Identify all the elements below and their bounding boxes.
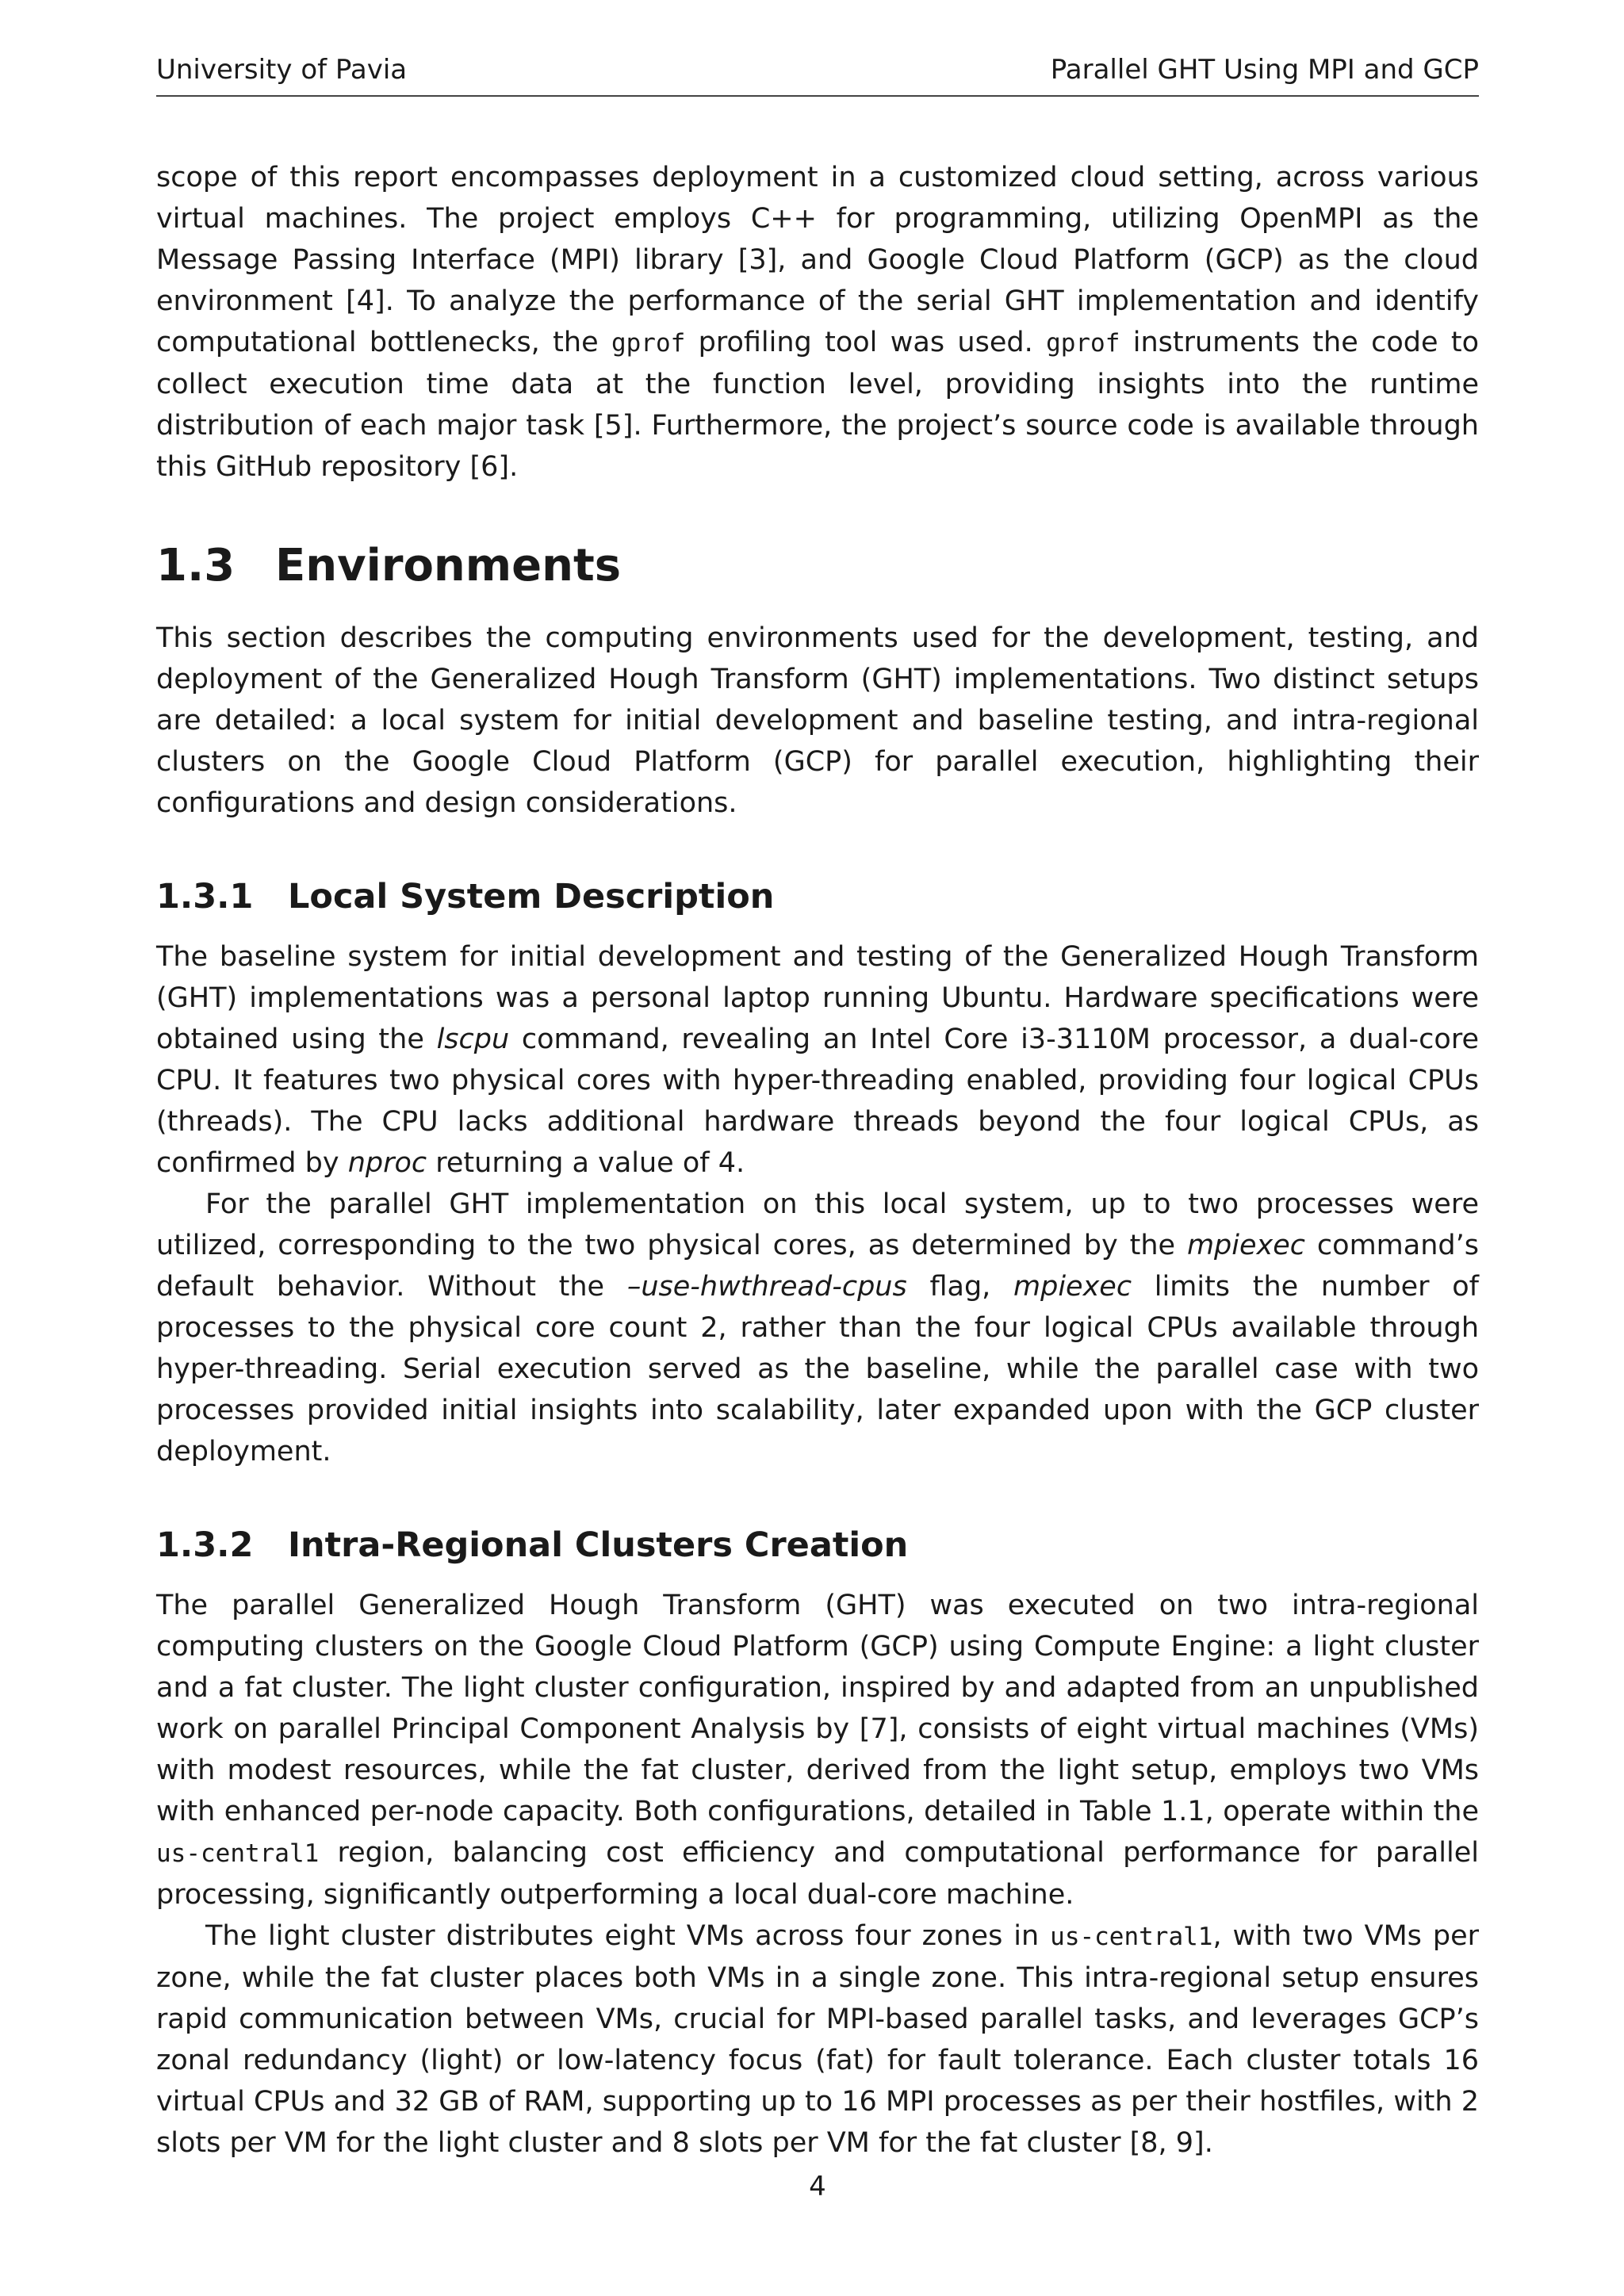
subsection-heading-local-system (156, 874, 1479, 919)
inline-code-region: us-central1 (156, 1839, 320, 1868)
command-nproc: nproc (347, 1147, 427, 1179)
section-title: Environments (275, 540, 622, 591)
flag-use-hwthread-cpus: –use-hwthread-cpus (626, 1271, 907, 1303)
header-report-title: Parallel GHT Using MPI and GCP (1050, 54, 1479, 86)
inline-code-gprof: gprof (611, 329, 686, 358)
section-number: 1.3 (156, 540, 236, 591)
local-system-paragraph-2: For the parallel GHT implementation on this local system, up to two processes were utilized, corresponding to the two physical cores, as determined by the mpiexec command’s default behavior. Without the –use-hwthread-cpus flag, mpiexec limits the number of processes to the physical core count 2, rather than the four logical CPUs available through hyper-threading. Serial execution served as the baseline, while the parallel case with two processes provided initial insights into scalability, later expanded upon with the GCP cluster deployment. (156, 1188, 1479, 1468)
running-header (156, 52, 1479, 97)
inline-code-gprof: gprof (1046, 329, 1120, 358)
subsection-title: Intra-Regional Clusters Creation (288, 1525, 909, 1565)
clusters-paragraph-2: The light cluster distributes eight VMs across four zones in us-central1, with two VMs per zone, while the fat cluster places both VMs in a single zone. This intra-regional setup ensures rapid communication between VMs, crucial for MPI-based parallel tasks, and leverages GCP’s zonal redundancy (light) or low-latency focus (fat) for fault tolerance. Each cluster totals 16 virtual CPUs and 32 GB of RAM, supporting up to 16 MPI processes as per their hostfiles, with 2 slots per VM for the light cluster and 8 slots per VM for the fat cluster [8, 9]. (156, 1920, 1479, 2159)
body-text (156, 157, 1479, 2164)
command-lscpu: lscpu (436, 1024, 510, 1055)
intro-paragraph: scope of this report encompasses deployment in a customized cloud setting, across various virtual machines. The project employs C++ for programming, utilizing OpenMPI as the Message Passing Interface (MPI) library [3], and Google Cloud Platform (GCP) as the cloud environment [4]. To analyze the performance of the serial GHT implementation and identify computational bottlenecks, the gprof profiling tool was used. gprof instruments the code to collect execution time data at the function level, providing insights into the runtime distribution of each major task [5]. Furthermore, the project’s source code is available through this GitHub repository [6]. (156, 162, 1479, 483)
header-institution: University of Pavia (156, 54, 408, 86)
clusters-paragraph-1: The parallel Generalized Hough Transform (GHT) was executed on two intra-regional computing clusters on the Google Cloud Platform (GCP) using Compute Engine: a light cluster and a fat cluster. The light cluster configuration, inspired by and adapted from an unpublished work on parallel Principal Component Analysis by [7], consists of eight virtual machines (VMs) with modest resources, while the fat cluster, derived from the light setup, employs two VMs with enhanced per-node capacity. Both configurations, detailed in Table 1.1, operate within the us-central1 region, balancing cost efficiency and computational performance for parallel processing, significantly outperforming a local dual-core machine. (156, 1590, 1479, 1911)
command-mpiexec: mpiexec (1186, 1230, 1306, 1261)
subsection-title: Local System Description (288, 877, 775, 916)
subsection-number: 1.3.1 (156, 877, 254, 916)
page-number: 4 (809, 2171, 826, 2202)
subsection-heading-clusters (156, 1523, 1479, 1567)
subsection-number: 1.3.2 (156, 1525, 254, 1565)
environments-paragraph: This section describes the computing environments used for the development, testing, and deployment of the Generalized Hough Transform (GHT) implementations. Two distinct setups are detailed: a local system for initial development and baseline testing, and intra-regional clusters on the Google Cloud Platform (GCP) for parallel execution, highlighting their configurations and design considerations. (156, 622, 1479, 819)
local-system-paragraph-1: The baseline system for initial development and testing of the Generalized Hough Transform (GHT) implementations was a personal laptop running Ubuntu. Hardware specifications were obtained using the lscpu command, revealing an Intel Core i3-3110M processor, a dual-core CPU. It features two physical cores with hyper-threading enabled, providing four logical CPUs (threads). The CPU lacks additional hardware threads beyond the four logical CPUs, as confirmed by nproc returning a value of 4. (156, 941, 1479, 1179)
section-heading-environments (156, 538, 1479, 594)
inline-code-region: us-central1 (1050, 1923, 1213, 1951)
paper-page (156, 0, 1479, 2296)
command-mpiexec: mpiexec (1013, 1271, 1132, 1303)
